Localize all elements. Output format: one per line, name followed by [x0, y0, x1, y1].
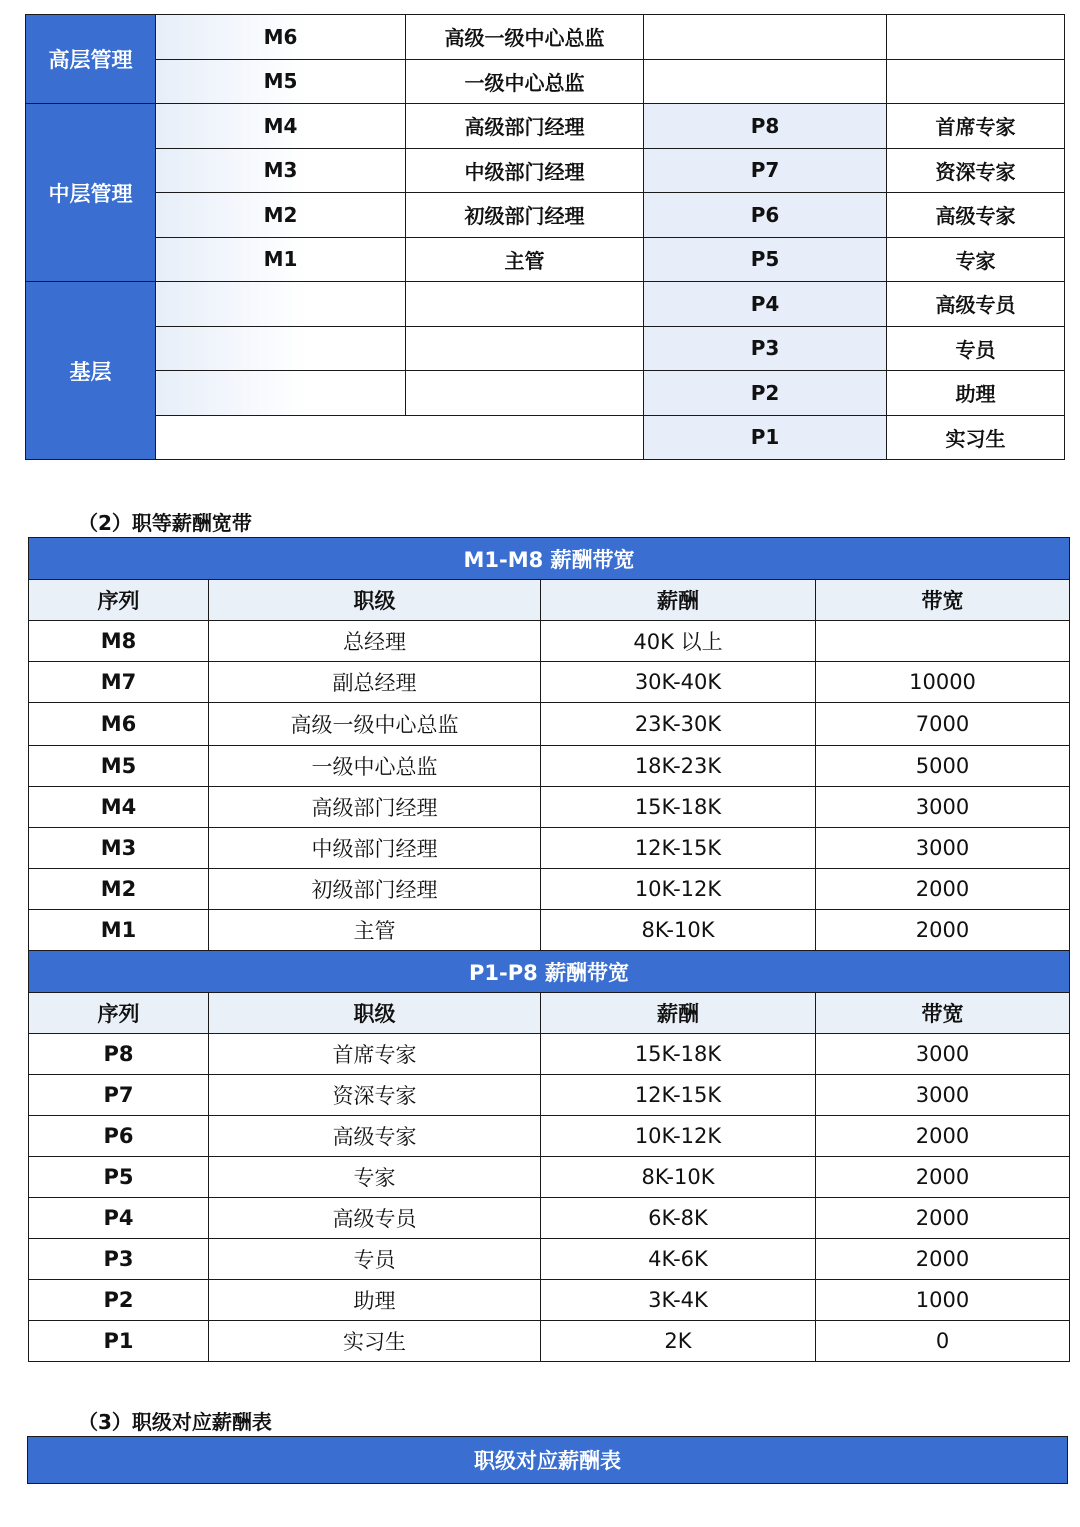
m-code: M5	[156, 59, 406, 104]
empty-merged-cell	[156, 415, 644, 460]
p-code: P2	[644, 371, 887, 416]
cell-code: M5	[29, 746, 209, 787]
table-header-row	[29, 580, 1070, 621]
cell-salary: 6K-8K	[541, 1198, 816, 1239]
header-salary: 薪酬	[541, 580, 816, 621]
m-title: 一级中心总监	[406, 59, 644, 104]
cell-width: 3000	[816, 787, 1070, 828]
p-title: 助理	[887, 371, 1065, 416]
category-base-level: 基层	[26, 282, 156, 460]
m-code: M3	[156, 148, 406, 193]
cell-width: 2000	[816, 1239, 1070, 1280]
cell-code: M3	[29, 828, 209, 869]
table-header-row	[29, 993, 1070, 1034]
table-row	[29, 746, 1070, 787]
cell-width: 7000	[816, 703, 1070, 746]
level-salary-table-banner: 职级对应薪酬表	[27, 1436, 1068, 1484]
table-row	[29, 1280, 1070, 1321]
p-title	[887, 59, 1065, 104]
cell-width: 3000	[816, 1075, 1070, 1116]
p-code: P6	[644, 193, 887, 238]
header-seq: 序列	[29, 993, 209, 1034]
header-seq: 序列	[29, 580, 209, 621]
cell-level: 专家	[209, 1157, 541, 1198]
table-row	[26, 282, 1065, 327]
cell-width: 2000	[816, 1157, 1070, 1198]
table-row	[26, 148, 1065, 193]
cell-width: 3000	[816, 1034, 1070, 1075]
table-row	[26, 59, 1065, 104]
p-code: P1	[644, 415, 887, 460]
m-title	[406, 282, 644, 327]
cell-width: 2000	[816, 869, 1070, 910]
cell-salary: 4K-6K	[541, 1239, 816, 1280]
cell-width: 5000	[816, 746, 1070, 787]
cell-code: P3	[29, 1239, 209, 1280]
cell-salary: 18K-23K	[541, 746, 816, 787]
p-code	[644, 59, 887, 104]
cell-width: 0	[816, 1321, 1070, 1362]
cell-code: P2	[29, 1280, 209, 1321]
cell-width: 3000	[816, 828, 1070, 869]
cell-width: 1000	[816, 1280, 1070, 1321]
header-salary: 薪酬	[541, 993, 816, 1034]
table-row	[26, 415, 1065, 460]
cell-level: 中级部门经理	[209, 828, 541, 869]
cell-level: 实习生	[209, 1321, 541, 1362]
m-code: M1	[156, 237, 406, 282]
p-code: P3	[644, 326, 887, 371]
table-row	[26, 326, 1065, 371]
p-code: P7	[644, 148, 887, 193]
m-code: M4	[156, 104, 406, 149]
section-heading-salary-bands: （2）职等薪酬宽带	[78, 511, 252, 535]
cell-salary: 10K-12K	[541, 869, 816, 910]
header-level: 职级	[209, 580, 541, 621]
cell-width: 2000	[816, 1198, 1070, 1239]
cell-salary: 30K-40K	[541, 662, 816, 703]
table-row	[29, 1239, 1070, 1280]
p-title: 首席专家	[887, 104, 1065, 149]
table-row	[29, 1321, 1070, 1362]
cell-salary: 12K-15K	[541, 1075, 816, 1116]
cell-code: P8	[29, 1034, 209, 1075]
table-row	[29, 703, 1070, 746]
m-title	[406, 326, 644, 371]
p-code	[644, 15, 887, 60]
m-title	[406, 371, 644, 416]
cell-level: 初级部门经理	[209, 869, 541, 910]
table-row	[29, 621, 1070, 662]
p-title: 实习生	[887, 415, 1065, 460]
cell-salary: 8K-10K	[541, 910, 816, 951]
table-row	[29, 1116, 1070, 1157]
table-row	[29, 910, 1070, 951]
p-title: 专家	[887, 237, 1065, 282]
m-code	[156, 282, 406, 327]
p-code: P4	[644, 282, 887, 327]
header-width: 带宽	[816, 580, 1070, 621]
table-row	[29, 828, 1070, 869]
p-title	[887, 15, 1065, 60]
cell-salary: 40K 以上	[541, 621, 816, 662]
cell-width: 2000	[816, 1116, 1070, 1157]
table-row	[29, 869, 1070, 910]
table-row	[29, 662, 1070, 703]
cell-level: 主管	[209, 910, 541, 951]
m-title: 高级一级中心总监	[406, 15, 644, 60]
cell-level: 一级中心总监	[209, 746, 541, 787]
p-title: 高级专员	[887, 282, 1065, 327]
m-code: M2	[156, 193, 406, 238]
cell-level: 副总经理	[209, 662, 541, 703]
p-code: P5	[644, 237, 887, 282]
m-title: 主管	[406, 237, 644, 282]
table-row	[26, 104, 1065, 149]
cell-salary: 15K-18K	[541, 787, 816, 828]
cell-salary: 8K-10K	[541, 1157, 816, 1198]
cell-code: P4	[29, 1198, 209, 1239]
p-band-banner: P1-P8 薪酬带宽	[29, 951, 1070, 993]
cell-level: 总经理	[209, 621, 541, 662]
p-code: P8	[644, 104, 887, 149]
cell-code: M7	[29, 662, 209, 703]
salary-band-table	[28, 537, 1070, 1362]
cell-width: 10000	[816, 662, 1070, 703]
cell-code: P5	[29, 1157, 209, 1198]
cell-code: M1	[29, 910, 209, 951]
header-level: 职级	[209, 993, 541, 1034]
cell-level: 专员	[209, 1239, 541, 1280]
cell-salary: 15K-18K	[541, 1034, 816, 1075]
cell-level: 助理	[209, 1280, 541, 1321]
cell-salary: 2K	[541, 1321, 816, 1362]
p-title: 高级专家	[887, 193, 1065, 238]
m-band-banner: M1-M8 薪酬带宽	[29, 538, 1070, 580]
cell-code: M4	[29, 787, 209, 828]
job-hierarchy-table	[25, 14, 1065, 460]
cell-code: P1	[29, 1321, 209, 1362]
m-title: 中级部门经理	[406, 148, 644, 193]
p-title: 资深专家	[887, 148, 1065, 193]
cell-code: M8	[29, 621, 209, 662]
cell-level: 高级一级中心总监	[209, 703, 541, 746]
m-title: 初级部门经理	[406, 193, 644, 238]
table-row	[26, 371, 1065, 416]
cell-code: M2	[29, 869, 209, 910]
cell-code: P6	[29, 1116, 209, 1157]
cell-salary: 12K-15K	[541, 828, 816, 869]
header-width: 带宽	[816, 993, 1070, 1034]
table-row	[29, 787, 1070, 828]
cell-code: M6	[29, 703, 209, 746]
m-code	[156, 371, 406, 416]
section-heading-level-salary: （3）职级对应薪酬表	[78, 1410, 272, 1434]
table-row	[26, 15, 1065, 60]
m-title: 高级部门经理	[406, 104, 644, 149]
p-title: 专员	[887, 326, 1065, 371]
cell-width: 2000	[816, 910, 1070, 951]
table-row	[29, 1075, 1070, 1116]
cell-code: P7	[29, 1075, 209, 1116]
cell-level: 高级部门经理	[209, 787, 541, 828]
m-code: M6	[156, 15, 406, 60]
category-middle-management: 中层管理	[26, 104, 156, 282]
cell-level: 首席专家	[209, 1034, 541, 1075]
m-code	[156, 326, 406, 371]
cell-width	[816, 621, 1070, 662]
table-row	[29, 1157, 1070, 1198]
cell-level: 资深专家	[209, 1075, 541, 1116]
table-row	[26, 193, 1065, 238]
category-senior-management: 高层管理	[26, 15, 156, 104]
table-row	[29, 1198, 1070, 1239]
cell-level: 高级专员	[209, 1198, 541, 1239]
table-row	[26, 237, 1065, 282]
cell-salary: 3K-4K	[541, 1280, 816, 1321]
cell-salary: 10K-12K	[541, 1116, 816, 1157]
cell-level: 高级专家	[209, 1116, 541, 1157]
cell-salary: 23K-30K	[541, 703, 816, 746]
table-row	[29, 1034, 1070, 1075]
